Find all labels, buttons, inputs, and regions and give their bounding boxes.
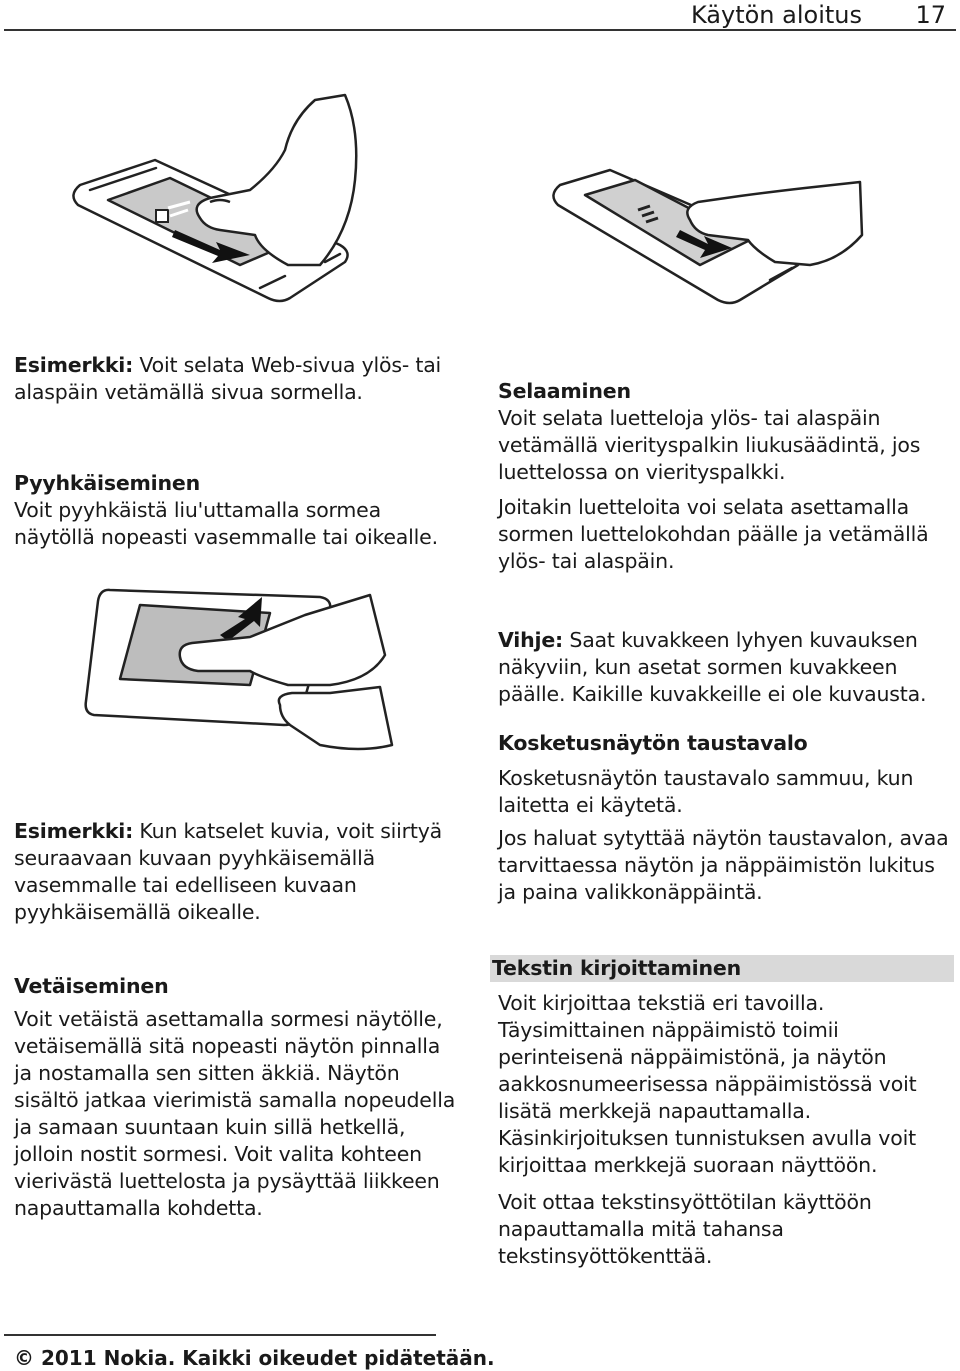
tip-label: Vihje: bbox=[498, 628, 564, 652]
header-divider bbox=[4, 29, 956, 31]
footer-divider bbox=[4, 1334, 436, 1336]
example-label: Esimerkki: bbox=[14, 353, 134, 377]
flick-section bbox=[14, 973, 464, 1222]
page-number: 17 bbox=[915, 1, 946, 29]
writing-text-2: Voit ottaa tekstinsyöttötilan käyttöön napauttamalla mitä tahansa tekstinsyöttökenttää. bbox=[498, 1190, 872, 1268]
scrolling-heading: Selaaminen bbox=[498, 379, 631, 403]
example-text: Voit selata Web-sivua ylös- tai alaspäin vetämällä sivua sormella. bbox=[14, 353, 442, 404]
example-images bbox=[14, 818, 464, 926]
backlight-text-2: Jos haluat sytyttää näytön taustavalon, avaa tarvittaessa näytön ja näppäimistön lukitus ja paina valikkonäppäintä. bbox=[498, 826, 949, 904]
backlight-section bbox=[498, 730, 950, 906]
writing-heading: Tekstin kirjoittaminen bbox=[490, 955, 954, 982]
tip-text: Saat kuvakkeen lyhyen kuvauksen näkyviin, kun asetat sormen kuvakkeen päälle. Kaikille kuvakkeille ei ole kuvausta. bbox=[498, 628, 927, 706]
writing-text-1: Voit kirjoittaa tekstiä eri tavoilla. Täysimittainen näppäimistö toimii perinteisenä näppäimistönä, ja näytön aakkosnumeerisessa näppäimistössä voit lisätä merkkejä napauttamalla. Käsinkirjoituksen tunnistuksen avulla voit kirjoittaa merkkejä suoraan näyttöön. bbox=[498, 991, 917, 1177]
example-label: Esimerkki: bbox=[14, 819, 134, 843]
scrolling-text-2: Joitakin luetteloita voi selata asettamalla sormen luettelokohdan päälle ja vetämällä ylös- tai alaspäin. bbox=[498, 495, 929, 573]
example-web-page bbox=[14, 352, 464, 406]
swipe-text: Voit pyyhkäistä liu'uttamalla sormea näytöllä nopeasti vasemmalle tai oikealle. bbox=[14, 498, 438, 549]
swipe-gesture-illustration bbox=[80, 575, 400, 775]
backlight-text-1: Kosketusnäytön taustavalo sammuu, kun laitetta ei käytetä. bbox=[498, 766, 914, 817]
swipe-heading: Pyyhkäiseminen bbox=[14, 471, 201, 495]
example-text: Kun katselet kuvia, voit siirtyä seuraavaan kuvaan pyyhkäisemällä vasemmalle tai edelliseen kuvaan pyyhkäisemällä oikealle. bbox=[14, 819, 443, 924]
swipe-section bbox=[14, 470, 464, 551]
flick-heading: Vetäiseminen bbox=[14, 974, 169, 998]
backlight-heading: Kosketusnäytön taustavalo bbox=[498, 731, 808, 755]
left-column bbox=[14, 352, 464, 406]
scrolling-text-1: Voit selata luetteloja ylös- tai alaspäin vetämällä vierityspalkin liukusäädintä, jos luettelossa on vierityspalkki. bbox=[498, 406, 921, 484]
drag-gesture-illustration bbox=[60, 90, 390, 310]
tip-box bbox=[498, 627, 950, 708]
copyright: © 2011 Nokia. Kaikki oikeudet pidätetään. bbox=[14, 1346, 495, 1370]
writing-section bbox=[490, 955, 954, 1270]
flick-text: Voit vetäistä asettamalla sormesi näytölle, vetäisemällä sitä nopeasti näytön pinnalla ja nostamalla sen sitten äkkiä. Näytön sisältö jatkaa vierimistä samalla nopeudella ja samaan suuntaan kuin sillä hetkellä, jolloin nostit sormesi. Voit valita kohteen vierivästä luettelosta ja pysäyttää liikkeen napauttamalla kohdetta. bbox=[14, 1007, 456, 1220]
scroll-gesture-illustration bbox=[540, 140, 870, 310]
scrolling-section bbox=[498, 378, 950, 575]
page-section-title: Käytön aloitus bbox=[690, 1, 862, 29]
